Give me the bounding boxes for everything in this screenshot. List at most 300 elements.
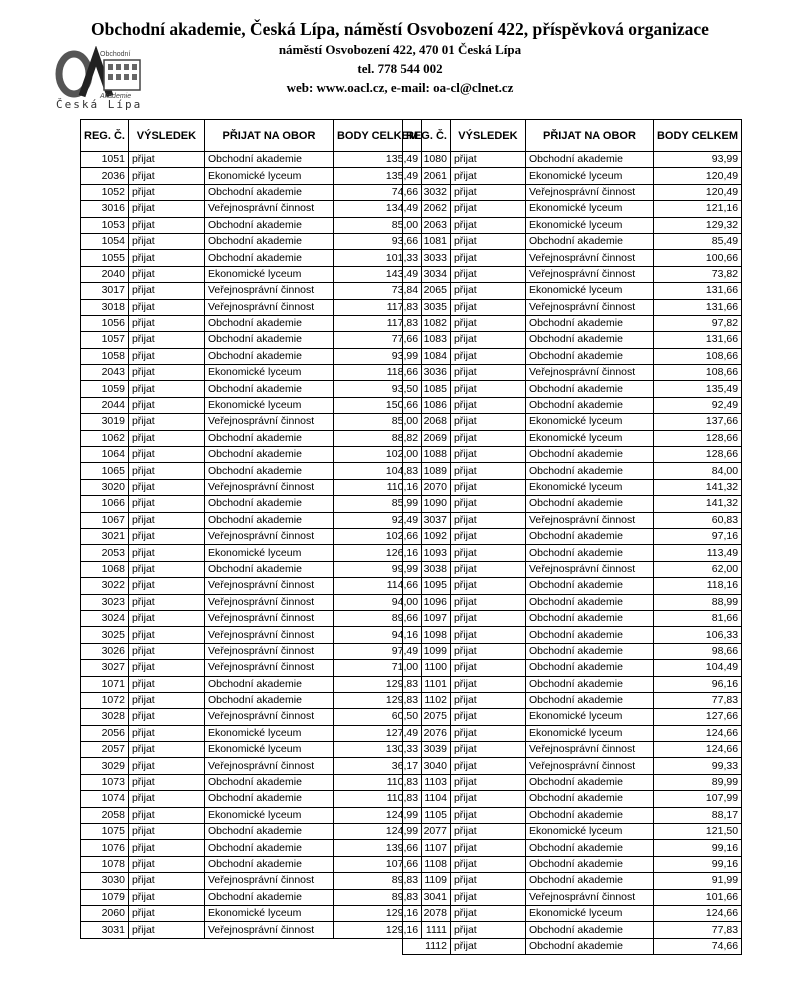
cell-field: Obchodní akademie	[204, 250, 333, 266]
table-row	[81, 414, 422, 430]
cell-points: 108,66	[653, 365, 741, 381]
cell-points: 141,32	[653, 496, 741, 512]
cell-result: přijat	[128, 430, 204, 446]
cell-reg: 2068	[403, 414, 451, 430]
cell-field: Obchodní akademie	[525, 545, 653, 561]
cell-result: přijat	[128, 758, 204, 774]
cell-field: Obchodní akademie	[204, 840, 333, 856]
cell-field: Obchodní akademie	[204, 430, 333, 446]
cell-result: přijat	[450, 463, 525, 479]
table-row	[403, 676, 742, 692]
table-row	[81, 397, 422, 413]
cell-points: 126,16	[333, 545, 421, 561]
cell-result: přijat	[450, 676, 525, 692]
cell-points: 36,17	[333, 758, 421, 774]
table-row	[403, 201, 742, 217]
table-row	[81, 315, 422, 331]
cell-reg: 2053	[81, 545, 129, 561]
cell-field: Obchodní akademie	[525, 873, 653, 889]
cell-field: Obchodní akademie	[204, 676, 333, 692]
logo-line2: Akademie	[100, 93, 132, 100]
table-row	[403, 610, 742, 626]
cell-result: přijat	[128, 397, 204, 413]
cell-field: Veřejnosprávní činnost	[204, 479, 333, 495]
table-row	[81, 496, 422, 512]
cell-reg: 1079	[81, 889, 129, 905]
table-row	[81, 299, 422, 315]
cell-reg: 1052	[81, 184, 129, 200]
cell-reg: 1072	[81, 692, 129, 708]
cell-points: 127,49	[333, 725, 421, 741]
table-row	[81, 676, 422, 692]
table-row	[403, 365, 742, 381]
cell-field: Ekonomické lyceum	[204, 168, 333, 184]
cell-reg: 3016	[81, 201, 129, 217]
cell-points: 85,00	[333, 414, 421, 430]
cell-field: Veřejnosprávní činnost	[204, 283, 333, 299]
cell-result: přijat	[128, 283, 204, 299]
cell-result: přijat	[128, 561, 204, 577]
cell-reg: 3020	[81, 479, 129, 495]
cell-result: přijat	[128, 922, 204, 938]
table-row	[81, 856, 422, 872]
cell-field: Obchodní akademie	[525, 807, 653, 823]
cell-result: přijat	[128, 168, 204, 184]
cell-field: Veřejnosprávní činnost	[204, 528, 333, 544]
cell-points: 77,83	[653, 922, 741, 938]
cell-field: Obchodní akademie	[204, 692, 333, 708]
cell-reg: 2070	[403, 479, 451, 495]
cell-result: přijat	[450, 594, 525, 610]
cell-field: Obchodní akademie	[204, 332, 333, 348]
cell-points: 97,82	[653, 315, 741, 331]
cell-result: přijat	[128, 905, 204, 921]
cell-reg: 2057	[81, 742, 129, 758]
cell-points: 128,66	[653, 430, 741, 446]
cell-reg: 2040	[81, 266, 129, 282]
cell-field: Veřejnosprávní činnost	[204, 873, 333, 889]
table-row	[81, 283, 422, 299]
cell-points: 107,99	[653, 791, 741, 807]
table-row	[403, 463, 742, 479]
cell-field: Ekonomické lyceum	[525, 168, 653, 184]
cell-result: přijat	[450, 283, 525, 299]
table-row	[81, 545, 422, 561]
cell-field: Obchodní akademie	[204, 856, 333, 872]
cell-reg: 3040	[403, 758, 451, 774]
cell-points: 128,66	[653, 447, 741, 463]
cell-reg: 1100	[403, 660, 451, 676]
cell-result: přijat	[450, 168, 525, 184]
cell-result: přijat	[128, 660, 204, 676]
cell-reg: 3036	[403, 365, 451, 381]
cell-points: 91,99	[653, 873, 741, 889]
cell-field: Obchodní akademie	[204, 512, 333, 528]
cell-points: 137,66	[653, 414, 741, 430]
cell-result: přijat	[450, 201, 525, 217]
table-row	[403, 266, 742, 282]
cell-points: 81,66	[653, 610, 741, 626]
cell-result: přijat	[450, 250, 525, 266]
table-row	[81, 463, 422, 479]
cell-reg: 3023	[81, 594, 129, 610]
cell-points: 101,33	[333, 250, 421, 266]
table-row	[81, 152, 422, 168]
cell-result: přijat	[128, 315, 204, 331]
table-row	[403, 217, 742, 233]
cell-points: 97,16	[653, 528, 741, 544]
table-header-row	[81, 120, 422, 152]
cell-points: 120,49	[653, 168, 741, 184]
cell-reg: 1054	[81, 233, 129, 249]
cell-points: 88,82	[333, 430, 421, 446]
table-row	[81, 824, 422, 840]
cell-points: 124,66	[653, 905, 741, 921]
cell-result: přijat	[450, 725, 525, 741]
cell-points: 150,66	[333, 397, 421, 413]
cell-reg: 3021	[81, 528, 129, 544]
cell-result: přijat	[450, 332, 525, 348]
cell-points: 121,16	[653, 201, 741, 217]
cell-result: přijat	[128, 201, 204, 217]
cell-points: 97,49	[333, 643, 421, 659]
cell-result: přijat	[128, 627, 204, 643]
cell-points: 129,83	[333, 692, 421, 708]
document-header	[0, 0, 788, 118]
cell-result: přijat	[450, 905, 525, 921]
table-row	[81, 217, 422, 233]
cell-reg: 1051	[81, 152, 129, 168]
table-row	[81, 447, 422, 463]
cell-reg: 2076	[403, 725, 451, 741]
cell-field: Obchodní akademie	[525, 922, 653, 938]
cell-reg: 1086	[403, 397, 451, 413]
table-row	[81, 348, 422, 364]
cell-field: Ekonomické lyceum	[204, 725, 333, 741]
cell-field: Ekonomické lyceum	[204, 397, 333, 413]
cell-points: 88,17	[653, 807, 741, 823]
cell-points: 99,33	[653, 758, 741, 774]
cell-points: 100,66	[653, 250, 741, 266]
cell-result: přijat	[128, 725, 204, 741]
cell-result: přijat	[450, 709, 525, 725]
cell-points: 129,83	[333, 676, 421, 692]
cell-reg: 1083	[403, 332, 451, 348]
col-header-field: PŘIJAT NA OBOR	[204, 120, 333, 152]
cell-points: 121,50	[653, 824, 741, 840]
cell-points: 106,33	[653, 627, 741, 643]
cell-field: Veřejnosprávní činnost	[204, 299, 333, 315]
table-row	[403, 447, 742, 463]
table-row	[403, 758, 742, 774]
table-row	[403, 660, 742, 676]
cell-field: Ekonomické lyceum	[525, 905, 653, 921]
cell-result: přijat	[450, 397, 525, 413]
cell-reg: 2043	[81, 365, 129, 381]
table-row	[81, 905, 422, 921]
cell-field: Obchodní akademie	[204, 774, 333, 790]
cell-points: 77,66	[333, 332, 421, 348]
cell-field: Veřejnosprávní činnost	[204, 610, 333, 626]
table-row	[403, 905, 742, 921]
table-row	[81, 512, 422, 528]
cell-result: přijat	[450, 660, 525, 676]
cell-points: 117,83	[333, 299, 421, 315]
cell-field: Veřejnosprávní činnost	[525, 742, 653, 758]
table-row	[403, 807, 742, 823]
cell-field: Obchodní akademie	[525, 938, 653, 954]
cell-points: 98,66	[653, 643, 741, 659]
cell-points: 102,66	[333, 528, 421, 544]
cell-result: přijat	[450, 824, 525, 840]
table-row	[81, 840, 422, 856]
cell-result: přijat	[128, 184, 204, 200]
cell-field: Ekonomické lyceum	[204, 905, 333, 921]
cell-reg: 3035	[403, 299, 451, 315]
cell-field: Veřejnosprávní činnost	[204, 414, 333, 430]
table-row	[81, 479, 422, 495]
table-row	[403, 545, 742, 561]
cell-points: 120,49	[653, 184, 741, 200]
cell-field: Obchodní akademie	[204, 152, 333, 168]
cell-result: přijat	[128, 676, 204, 692]
cell-reg: 1085	[403, 381, 451, 397]
cell-reg: 3031	[81, 922, 129, 938]
cell-result: přijat	[450, 889, 525, 905]
cell-field: Ekonomické lyceum	[204, 807, 333, 823]
cell-result: přijat	[450, 742, 525, 758]
cell-field: Veřejnosprávní činnost	[525, 184, 653, 200]
table-row	[81, 201, 422, 217]
cell-reg: 2065	[403, 283, 451, 299]
school-contact: web: www.oacl.cz, e-mail: oa-cl@clnet.cz	[286, 80, 514, 95]
cell-field: Veřejnosprávní činnost	[525, 758, 653, 774]
cell-points: 131,66	[653, 299, 741, 315]
table-row	[81, 807, 422, 823]
cell-points: 124,66	[653, 742, 741, 758]
table-row	[81, 742, 422, 758]
table-row	[403, 774, 742, 790]
cell-result: přijat	[128, 840, 204, 856]
cell-field: Veřejnosprávní činnost	[204, 758, 333, 774]
cell-points: 89,66	[333, 610, 421, 626]
logo-place: Česká Lípa	[56, 98, 143, 111]
cell-points: 85,49	[653, 233, 741, 249]
table-row	[403, 627, 742, 643]
cell-points: 101,66	[653, 889, 741, 905]
table-row	[403, 528, 742, 544]
cell-reg: 1057	[81, 332, 129, 348]
table-row	[403, 840, 742, 856]
cell-reg: 3022	[81, 578, 129, 594]
cell-reg: 3024	[81, 610, 129, 626]
cell-result: přijat	[128, 332, 204, 348]
cell-field: Ekonomické lyceum	[204, 266, 333, 282]
cell-reg: 1090	[403, 496, 451, 512]
cell-points: 118,66	[333, 365, 421, 381]
cell-reg: 1065	[81, 463, 129, 479]
cell-reg: 2056	[81, 725, 129, 741]
cell-reg: 3039	[403, 742, 451, 758]
cell-points: 139,66	[333, 840, 421, 856]
cell-reg: 3032	[403, 184, 451, 200]
cell-reg: 1056	[81, 315, 129, 331]
table-row	[403, 332, 742, 348]
cell-result: přijat	[128, 824, 204, 840]
table-row	[403, 315, 742, 331]
cell-result: přijat	[128, 152, 204, 168]
cell-result: přijat	[450, 299, 525, 315]
cell-field: Veřejnosprávní činnost	[525, 561, 653, 577]
admissions-table-left	[80, 119, 422, 939]
cell-field: Ekonomické lyceum	[204, 742, 333, 758]
cell-points: 110,16	[333, 479, 421, 495]
cell-result: přijat	[128, 496, 204, 512]
cell-points: 102,00	[333, 447, 421, 463]
cell-reg: 3041	[403, 889, 451, 905]
cell-points: 88,99	[653, 594, 741, 610]
cell-field: Obchodní akademie	[525, 840, 653, 856]
cell-result: přijat	[128, 414, 204, 430]
cell-result: přijat	[128, 643, 204, 659]
table-row	[403, 643, 742, 659]
table-row	[403, 873, 742, 889]
table-row	[81, 381, 422, 397]
cell-points: 77,83	[653, 692, 741, 708]
cell-points: 129,32	[653, 217, 741, 233]
cell-result: přijat	[450, 315, 525, 331]
table-row	[403, 184, 742, 200]
cell-reg: 3027	[81, 660, 129, 676]
cell-result: přijat	[128, 299, 204, 315]
cell-points: 62,00	[653, 561, 741, 577]
cell-field: Obchodní akademie	[525, 447, 653, 463]
cell-points: 89,99	[653, 774, 741, 790]
cell-result: přijat	[128, 266, 204, 282]
cell-result: přijat	[450, 266, 525, 282]
cell-field: Ekonomické lyceum	[525, 479, 653, 495]
cell-reg: 1073	[81, 774, 129, 790]
cell-reg: 1111	[403, 922, 451, 938]
cell-points: 110,83	[333, 791, 421, 807]
cell-points: 89,83	[333, 873, 421, 889]
cell-result: přijat	[450, 348, 525, 364]
cell-reg: 3029	[81, 758, 129, 774]
cell-field: Obchodní akademie	[525, 578, 653, 594]
cell-field: Veřejnosprávní činnost	[525, 266, 653, 282]
table-row	[81, 365, 422, 381]
cell-points: 92,49	[653, 397, 741, 413]
cell-result: přijat	[450, 545, 525, 561]
cell-field: Ekonomické lyceum	[525, 283, 653, 299]
cell-result: přijat	[450, 807, 525, 823]
table-row	[403, 283, 742, 299]
cell-field: Veřejnosprávní činnost	[525, 250, 653, 266]
cell-field: Obchodní akademie	[204, 791, 333, 807]
cell-points: 93,66	[333, 233, 421, 249]
cell-field: Obchodní akademie	[525, 152, 653, 168]
cell-field: Obchodní akademie	[525, 791, 653, 807]
cell-result: přijat	[450, 152, 525, 168]
cell-reg: 1105	[403, 807, 451, 823]
cell-reg: 1103	[403, 774, 451, 790]
table-row	[81, 184, 422, 200]
school-logo	[52, 46, 144, 112]
col-header-points: BODY CELKEM	[333, 120, 421, 152]
table-row	[81, 922, 422, 938]
cell-result: přijat	[450, 856, 525, 872]
cell-points: 94,16	[333, 627, 421, 643]
cell-field: Obchodní akademie	[204, 233, 333, 249]
cell-points: 85,00	[333, 217, 421, 233]
cell-field: Ekonomické lyceum	[525, 201, 653, 217]
cell-result: přijat	[450, 512, 525, 528]
cell-field: Veřejnosprávní činnost	[204, 922, 333, 938]
cell-result: přijat	[450, 840, 525, 856]
cell-reg: 1075	[81, 824, 129, 840]
cell-result: přijat	[128, 545, 204, 561]
cell-result: přijat	[450, 610, 525, 626]
cell-field: Ekonomické lyceum	[525, 430, 653, 446]
cell-result: přijat	[450, 561, 525, 577]
table-row	[403, 938, 742, 954]
cell-points: 89,83	[333, 889, 421, 905]
cell-result: přijat	[450, 365, 525, 381]
cell-reg: 1112	[403, 938, 451, 954]
cell-result: přijat	[450, 578, 525, 594]
cell-field: Obchodní akademie	[525, 627, 653, 643]
table-row	[81, 627, 422, 643]
table-row	[403, 709, 742, 725]
cell-field: Obchodní akademie	[525, 496, 653, 512]
cell-field: Obchodní akademie	[204, 496, 333, 512]
cell-points: 99,99	[333, 561, 421, 577]
cell-field: Obchodní akademie	[525, 315, 653, 331]
cell-field: Obchodní akademie	[525, 233, 653, 249]
cell-reg: 1064	[81, 447, 129, 463]
cell-result: přijat	[450, 873, 525, 889]
cell-field: Veřejnosprávní činnost	[204, 627, 333, 643]
cell-reg: 2062	[403, 201, 451, 217]
col-header-field: PŘIJAT NA OBOR	[525, 120, 653, 152]
cell-result: přijat	[128, 709, 204, 725]
table-row	[403, 430, 742, 446]
cell-points: 84,00	[653, 463, 741, 479]
cell-reg: 1099	[403, 643, 451, 659]
table-row	[81, 692, 422, 708]
cell-field: Veřejnosprávní činnost	[525, 512, 653, 528]
table-row	[81, 643, 422, 659]
table-row	[81, 578, 422, 594]
table-row	[81, 561, 422, 577]
cell-result: přijat	[128, 594, 204, 610]
table-row	[403, 922, 742, 938]
cell-field: Veřejnosprávní činnost	[525, 365, 653, 381]
cell-field: Obchodní akademie	[204, 889, 333, 905]
table-row	[403, 250, 742, 266]
cell-result: přijat	[450, 217, 525, 233]
cell-points: 60,50	[333, 709, 421, 725]
cell-result: přijat	[450, 447, 525, 463]
cell-reg: 3018	[81, 299, 129, 315]
cell-reg: 1089	[403, 463, 451, 479]
cell-result: přijat	[128, 791, 204, 807]
cell-field: Obchodní akademie	[204, 447, 333, 463]
cell-field: Obchodní akademie	[204, 184, 333, 200]
cell-reg: 2069	[403, 430, 451, 446]
cell-result: přijat	[128, 889, 204, 905]
cell-field: Veřejnosprávní činnost	[204, 709, 333, 725]
